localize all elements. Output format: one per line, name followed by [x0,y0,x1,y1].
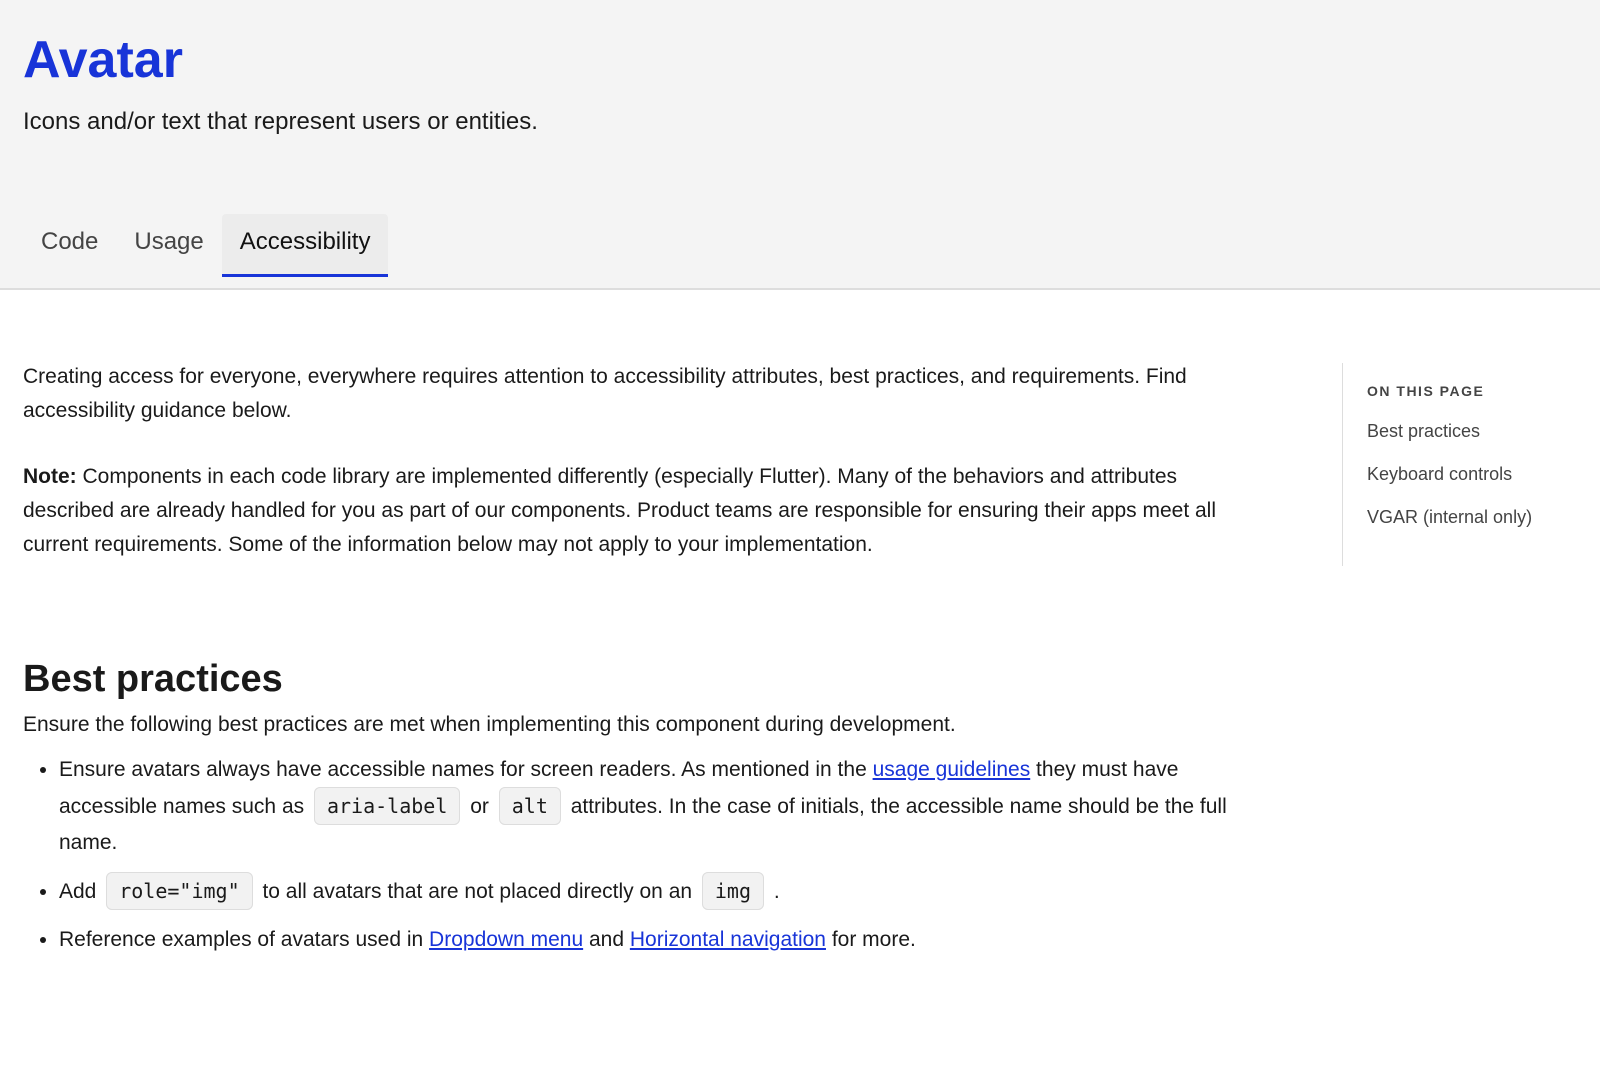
page-header [0,0,1600,290]
note-body: Components in each code library are implemented differently (especially Flutter). Many of the behaviors and attributes described are already handled for you as part of our components. Product teams are responsible for ensuring their apps meet all current requirements. Some of the information below may not apply to your implementation. [23,465,1217,556]
on-this-page-nav [1342,363,1532,566]
text: attributes. In the case of initials, the accessible name should be the full name. [59,795,1227,854]
usage-guidelines-link[interactable]: usage guidelines [872,758,1031,781]
code-alt: alt [499,787,561,825]
tab-usage[interactable]: Usage [134,228,204,255]
text: Add [59,880,103,903]
text: Ensure avatars always have accessible names for screen readers. As mentioned in the [59,758,873,781]
toc-item-keyboard-controls[interactable]: Keyboard controls [1367,464,1513,484]
tab-code[interactable]: Code [41,228,99,255]
toc-heading: ON THIS PAGE [1367,383,1485,399]
tab-bar [23,214,388,277]
text: and [583,928,630,951]
page-title: Avatar [23,31,183,89]
best-practices-list [23,752,1238,958]
text: for more. [825,928,916,951]
tab-accessibility[interactable]: Accessibility [222,214,389,277]
main-content [23,360,1238,970]
text: or [464,795,495,818]
list-item [59,752,1238,861]
list-item [59,922,1238,958]
page-subtitle: Icons and/or text that represent users or entities. [23,108,538,135]
note-label: Note: [23,465,77,488]
toc-item-vgar[interactable]: VGAR (internal only) [1367,507,1533,527]
code-img: img [702,872,764,910]
text: Reference examples of avatars used in [59,928,430,951]
dropdown-menu-link[interactable]: Dropdown menu [429,928,584,951]
text: they must have accessible names such as [59,758,1179,818]
list-item [59,873,1238,910]
text: . [768,880,780,903]
note-text [23,460,1238,562]
intro-text: Creating access for everyone, everywhere requires attention to accessibility attributes, best practices, and requirements. Find accessibility guidance below. [23,365,1187,422]
best-practices-lead: Ensure the following best practices are met when implementing this component during development. [23,713,956,736]
code-role-img: role="img" [106,872,252,910]
text: to all avatars that are not placed directly on an [256,880,698,903]
horizontal-navigation-link[interactable]: Horizontal navigation [629,928,826,951]
toc-item-best-practices[interactable]: Best practices [1367,421,1481,441]
best-practices-heading: Best practices [23,658,283,700]
code-aria-label: aria-label [314,787,460,825]
